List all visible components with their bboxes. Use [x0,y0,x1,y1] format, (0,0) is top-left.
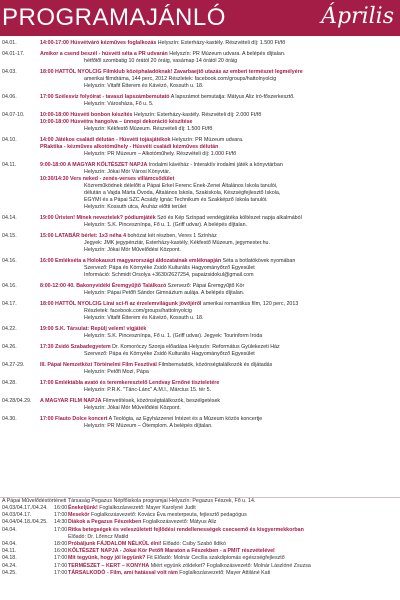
event-title: 18:00 HATTÓL NYOLCIG Filmklub középhaladóknak! Zavarbaejtő utazás az emberi természet legmélyére [40,69,303,75]
pegazus-time: 17:00 [54,526,68,533]
event-line [40,380,219,387]
event-line [40,190,283,197]
pegazus-program-row [0,519,400,526]
pegazus-program-text [68,534,128,541]
event-details: Információ: Schmidt Orsolya +3630/2627254, papaizsidokul@gmail.com [84,272,254,278]
event-line [40,83,303,90]
event-line [40,369,272,376]
event-date: 04.30. [2,416,17,422]
event-line [40,326,262,333]
pegazus-date: 04.11. [2,548,17,555]
pegazus-time: 17:00 [54,569,68,576]
event-details: Séta a botlatókövek nyomában [221,258,296,264]
pegazus-program-details: Fit Előadó: Molnár Cecília szakdiplomás egészségfejlesztő [145,555,285,562]
event-line [40,283,244,290]
pegazus-date: 04.25. [2,569,17,576]
event-line [40,315,298,322]
event-item [0,283,400,297]
event-date: 04.11. [2,162,17,168]
page-title: PROGRAMAJÁNLÓ [2,4,226,31]
event-line [40,362,272,369]
event-line [40,240,270,247]
event-date: 04.16. [2,283,17,289]
pegazus-date: 04.04. [2,540,17,547]
event-line [40,258,295,265]
event-item [0,416,400,430]
event-item [0,233,400,254]
pegazus-program-row [0,512,400,519]
event-date: 04.28/04.29. [2,398,32,404]
event-details: hétfőtől szombatig 10 órától 20 óráig, vasárnap 14 órától 20 óráig [84,58,238,64]
pegazus-time: 17:00 [54,555,68,562]
pegazus-intro-venue: Helyszín: Pegazus Fészek, Fő u. 14. [167,498,256,504]
event-item [0,51,400,65]
event-line [40,204,283,211]
event-title: 17:00 Emléktábla avató és teremkeresztelő Lendvay Ernőné tiszteletére [40,380,220,386]
event-date: 04.28. [2,380,17,386]
event-date: 04.26. [2,344,17,350]
event-item [0,40,400,47]
event-title: 17:30 Zsidó Szabadegyetem [40,344,111,350]
pegazus-time: 18:00 [54,540,68,547]
event-line [40,183,283,190]
pegazus-time: 16:00 [54,505,68,511]
pegazus-date: 04.24. [2,562,17,569]
event-title: 16:00 Emlékséta a Holokauszt magyarországi áldozatainak emléknapján [40,258,222,264]
event-line [40,247,270,254]
event-line [40,265,295,272]
pegazus-date: 04.03/04.17. [2,512,32,519]
event-details: Szervező: Pápa és Környéke Zsidó Kulturális Hagyományőrző Egyesület [84,351,255,357]
event-line [40,101,295,108]
event-item [0,112,400,133]
pegazus-program-text [68,548,275,555]
event-title: 18:00 HATTÓL NYOLCIG Lírai sci-fi az érzelemvilágunk jövőjéről [40,301,202,307]
event-line [40,126,261,133]
event-details: Helyszín: Jókai Mór Művelődési Központ. [84,405,181,411]
pegazus-program-row [0,555,400,562]
event-date: 04.15. [2,233,17,239]
event-details: Irodalmi kávéház - Interaktív irodalmi játék a könyvtárban [147,162,283,168]
pegazus-section [0,497,400,577]
event-line [40,169,283,176]
event-line [40,351,280,358]
event-item [0,344,400,358]
event-details: Helyszín: Vitafit Étterem és Kávézó, Kossuth u. 18. [84,83,204,89]
event-title: 9:00-18:00 A MAGYAR KÖLTÉSZET NAPJA [40,162,148,168]
event-line [40,151,243,158]
event-details: Filmvetítések, közönségtalálkozók, beszélgetések [101,398,221,404]
event-title: 17:00 Flauto Dolce koncert [40,416,108,422]
event-title: A MAGYAR FILM NAPJA [40,398,102,404]
event-details: Helyszín: Jókai Mór Városi Könyvtár. [84,169,171,175]
pegazus-program-title: Mesekör [68,512,90,519]
event-details: Filmbemutatók, közönségtalálkozók és díjátadás [156,362,273,368]
event-details: amerikai filmdráma, 144 perc, 2012 Részletek: facebook.com/groups/hattolnyolcig [84,76,277,82]
event-line [40,387,219,394]
event-details: Helyszín: Kékfestő Múzeum. Részvételi díj: 1.500 Ft/fő [84,126,213,132]
event-date: 04.14. [2,215,17,221]
pegazus-date: 04.04/04.18./04.25. [2,519,48,526]
pegazus-program-details: Foglalkozásvezető: Mayer Karolyné Judit [97,505,196,511]
event-date: 04.01. [2,40,17,46]
event-details: Helyszín: S.K. Pincesznínpa, Fő u. 1. (Griff udvar). Jegyek: Tourinform Iroda [84,333,263,339]
event-item [0,258,400,279]
pegazus-list [0,505,400,577]
event-title: 10:30/14:30 Vers neked - zenés-verses villámcsődület [40,176,175,182]
pegazus-program-text [68,519,216,526]
event-title: Amikor a csend beszél - húsvéti séta a PR udvarán [40,51,168,57]
event-title: 14:00-17:00 Húsvétváró kézműves foglalkozás [40,40,157,46]
event-line [40,40,285,47]
pegazus-time: 16:00 [54,548,68,555]
event-date: 04.17. [2,301,17,307]
event-details: amerikai romantikus film, 120 perc, 2013 [201,301,299,307]
event-line [40,222,302,229]
event-line [40,51,285,58]
event-line [40,197,283,204]
event-details: Helyszín: Pápai Petőfi Sándor Gimnázium aulája. A belépés díjtalan. [84,290,245,296]
pegazus-program-text [68,570,270,577]
event-title: 8:00-12:00 40. Bakonyvidéki Éremgyűjtő Találkozó [40,283,167,289]
event-title: 17:00 Szélesvíz folyóirat - tavaszi lapszámbemutató [40,94,170,100]
event-line [40,144,243,151]
pegazus-date: 04.18. [2,555,17,562]
event-line [40,176,283,183]
event-date: 04.03. [2,69,17,75]
pegazus-program-title: Énekeljünk! [68,505,98,511]
event-details: Szervező: Pápai Éremgyűjtő Kör [166,283,245,289]
event-date: 04.16. [2,258,17,264]
event-title: PRaktika - kézműves alkotóműhely - Húsvéti családi kézműves délután [40,144,219,150]
page-header [0,0,400,36]
pegazus-time: 17:00 [54,512,68,519]
event-title: 10:00-18:00 Húsvétra hangolva – ünnepi dekoráció készítése [40,119,193,125]
event-title: 15:00 LATABÁR bérlet: 1x3 néha 4 [40,233,127,239]
pegazus-program-title: TERMÉSZET – KERT – KONYHA [68,562,150,569]
pegazus-program-row [0,534,400,541]
event-details: Helyszín: PR Múzeum udvara. [170,137,244,143]
event-line [40,416,262,423]
event-details: Helyszín: Vitafit Étterem és Kávézó, Kossuth u. 18. [84,315,204,321]
event-details: Helyszín: Jókai Mór Művelődési Központ. [84,247,181,253]
event-details: Szó és Kép Színpad vendégjátéka költészet napja alkalmából [155,215,302,221]
event-title: 19:00 S.K. Társulat: Repülj velem! vígjáték [40,326,147,332]
event-line [40,94,295,101]
event-item [0,94,400,108]
event-item [0,69,400,90]
pegazus-intro-title: A Pápai Művelődéstörténeti Társaság Pegazus Népfőiskola programjai [2,498,168,504]
event-line [40,272,295,279]
event-details: Helyszín: PR Múzeum – Alkotóműhely. Részvételi díj: 1.000 Ft/fő [84,151,237,157]
pegazus-program-details: Foglalkozásvezető: Mátyus Aliz [141,519,217,526]
event-details: Szervező: Pápa és Környéke Zsidó Kulturális Hagyományőrző Egyesület [84,265,255,271]
pegazus-program-details: Előadó: Dr. Lőrincz Matild [68,533,129,540]
event-line [40,423,262,430]
event-item [0,215,400,229]
event-line [40,301,298,308]
event-item [0,380,400,394]
pegazus-program-details: Foglalkozásvezető: Kovács Éva mesterpeuta, fejlesztő pedagógus [89,512,247,519]
event-line [40,233,270,240]
event-line [40,290,244,297]
event-title: III. Pápai Nemzetközi Történelmi Film Fesztivál [40,362,157,368]
pegazus-program-title: TÁRSALKODÓ - Film, ami hatással volt rám [68,569,178,576]
event-line [40,58,285,65]
pegazus-program-row [0,570,400,577]
event-details: Helyszín: Petőfi Mozi, Pápa [84,369,149,375]
event-details: Jegyek: JMK jegypénztár, Esterházy-kastély, Kékfestő Múzeum, jegymester.hu. [84,240,270,246]
event-date: 04.07-10. [2,112,25,118]
pegazus-program-title: Próbáljunk FÁJDALOM NÉLKÜL élni! [68,540,162,547]
event-details: Helyszín: S.K. Pincesznínpa, Fő u. 1. (Griff udvar). A belépés díjtalan. [84,222,248,228]
event-details: délután a Vajda Márta Óvoda, Általános Iskola, Szakiskola, Készségfejlesztő Iskola, [84,190,281,196]
event-item [0,362,400,376]
event-details: bohózat két részben, Veres 1 Színház [126,233,217,239]
event-date: 04.06. [2,94,17,100]
event-list [0,40,400,434]
pegazus-time: 17:00 [54,562,68,569]
event-details: Helyszín: Esterházy-kastély. Részvételi díj: 1.500 Ft/fő [156,40,286,46]
pegazus-program-row [0,548,400,555]
event-details: Dr. Komoróczy Szonja előadása Helyszín: Református Gyülekezeti Ház [110,344,280,350]
event-title: 19:00 Üristen! Minek neveztelek? pódiumjáték [40,215,156,221]
event-date: 04.10. [2,137,17,143]
event-details: EGYMI és a Pápai SZC Acsády Ignác Technikum és Szakképző Iskola tanulói. [84,197,268,203]
event-line [40,112,261,119]
event-line [40,308,298,315]
event-line [40,119,261,126]
event-item [0,162,400,211]
event-date: 04.22. [2,326,17,332]
pegazus-time: 14:30 [54,519,68,526]
event-date: 04.01-17. [2,51,25,57]
event-line [40,69,303,76]
event-line [40,398,220,405]
event-date: 04.27-29. [2,362,25,368]
event-item [0,326,400,340]
pegazus-program-row [0,527,400,534]
pegazus-program-text [68,563,311,570]
event-title: 14:00 Játékos családi délután - Húsvéti tojásjátékok [40,137,171,143]
pegazus-program-text [68,527,304,534]
month-label: Április [321,4,394,29]
pegazus-program-details: Miért együnk zöldeket? Foglalkozásvezető: Molnár Lászlóné Zsuzsa [149,562,311,569]
event-details: Helyszín: P.R.K. "Tánc-Lánc" A.M.I., Március 15. tér 5. [84,387,212,393]
event-title: 10:00-18:00 Húsvéti bonbon készítés [40,112,133,118]
event-details: Helyszín: Városháza, Fő u. 5. [84,101,154,107]
event-details: Helyszín: Esterházy-kastély. Részvételi díj: 2.000 Ft/fő [132,112,262,118]
event-line [40,405,220,412]
event-details: Helyszín: PR Múzeum – Ótemplom. A belépés díjtalan. [84,423,213,429]
pegazus-program-details: Foglalkozásvezető: Mayer Attiláné Kati [177,569,271,576]
event-item [0,301,400,322]
event-line [40,137,243,144]
pegazus-program-details: Előadó: Csiby Szabó Ildikó [161,540,226,547]
pegazus-program-title: Ritka betegségek és veleszületett fejlődési rendellenességek csecsemő és kisgyermekkorban [68,526,304,533]
event-line [40,76,303,83]
event-details: Közreműködnek délelőtt a Pápai Erkel Ferenc Ének-Zenei Általános Iskola tanulói, [84,183,278,189]
event-details: A Teológia, az Egyházzenei Intézet és a Múzeum közös koncertje [107,416,263,422]
pegazus-program-title: KÖLTÉSZET NAPJA - Jókai Kör Petőfi Maraton a Fészekben - a PMIT részvételével [68,548,275,555]
event-line [40,333,262,340]
event-details: Helyszín: PR Múzeum udvara. A belépés díjtalan. [167,51,286,57]
pegazus-intro [0,498,400,505]
event-line [40,215,302,222]
event-item [0,137,400,158]
event-line [40,162,283,169]
pegazus-date: 04.03/04.17./04.24. [2,505,48,511]
event-spacer [0,430,400,434]
event-details: A lapszámot bemutatja: Mátyus Aliz író-főszerkesztő. [169,94,295,100]
event-item [0,398,400,412]
pegazus-program-row [0,563,400,570]
event-details: Helyszín: Kossuth utca, Áruház előtti terület [84,204,187,210]
pegazus-date: 04.04. [2,526,17,533]
pegazus-program-title: Mit tegyünk, hogy jól legyünk? [68,555,146,562]
pegazus-program-text [68,555,285,562]
event-details: Részletek: facebook.com/groups/hattolnyolcig [84,308,192,314]
event-line [40,344,280,351]
pegazus-program-text [68,512,247,519]
pegazus-program-title: Diákok a Pegazus Fészekben [68,519,142,526]
